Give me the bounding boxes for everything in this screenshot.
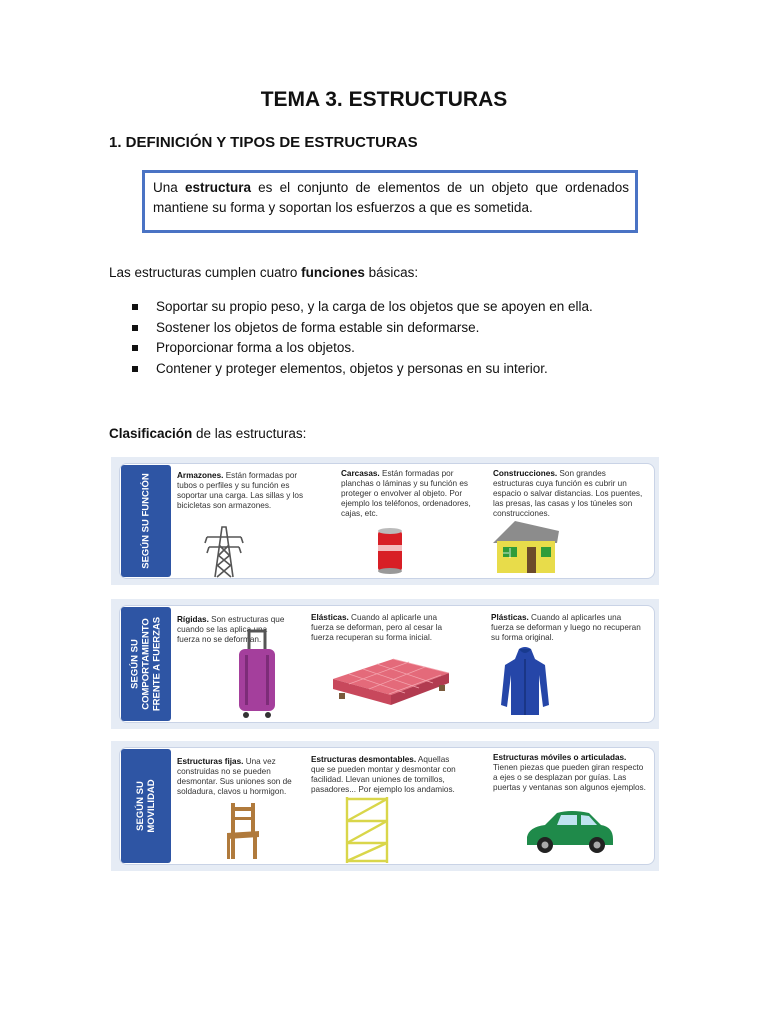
can-icon (375, 525, 405, 575)
list-item: Soportar su propio peso, y la carga de los objetos que se apoyen en ella. (130, 297, 593, 318)
pylon-icon (201, 519, 247, 579)
classification-band-behavior (111, 599, 659, 729)
list-item: Contener y proteger elementos, objetos y personas en su interior. (130, 359, 593, 380)
classification-bold: Clasificación (109, 426, 193, 441)
scaffold-icon (341, 795, 393, 865)
card-fijas: Estructuras fijas. Una vez construidas no se pueden desmontar. Sus uniones son de soldadura, clavos u hormigon. (177, 757, 292, 796)
list-item: Sostener los objetos de forma estable sin deformarse. (130, 318, 593, 339)
band-side-label: SEGÚN SU FUNCIÓN (121, 465, 171, 577)
section-heading: 1. DEFINICIÓN Y TIPOS DE ESTRUCTURAS (109, 134, 418, 151)
car-icon (523, 807, 617, 857)
functions-list (130, 297, 593, 379)
functions-intro (109, 265, 418, 280)
classification-band-mobility (111, 741, 659, 871)
band-side-label: SEGÚN SU COMPORTAMIENTO FRENTE A FUERZAS (121, 607, 171, 721)
band-side-label: SEGÚN SU MOVILIDAD (121, 749, 171, 863)
card-armazones: Armazones. Están formadas por tubos o perfiles y su función es soportar una carga. Las sillas y los bicicletas son armazones. (177, 471, 304, 510)
card-rigidas: Rígidas. Son estructuras que cuando se las aplica una fuerza no se deforman. (177, 615, 285, 644)
jacket-icon (499, 645, 551, 719)
card-elasticas: Elásticas. Cuando al aplicarle una fuerza se deforman, pero al cesar la fuerza recuperan su forma inicial. (311, 613, 443, 642)
mattress-icon (329, 655, 453, 711)
page-title: TEMA 3. ESTRUCTURAS (260, 88, 508, 111)
definition-box (142, 170, 638, 233)
intro-bold: funciones (301, 265, 365, 280)
card-carcasas: Carcasas. Están formadas por planchas o láminas y su función es proteger o envolver al objeto. Por ejemplo los teléfonos, ordenadores, cajas, etc. (341, 469, 471, 518)
card-construcciones: Construcciones. Son grandes estructuras cuya función es cubrir un espacio o salvar distancias. Los puentes, las presas, las casas y los túneles son construcciones. (493, 469, 643, 518)
chair-icon (223, 801, 263, 861)
intro-pre: Las estructuras cumplen cuatro (109, 265, 302, 280)
definition-text: es el conjunto de elementos de un objeto que ordenados mantiene su forma y soportan los esfuerzos a que es sometida. (153, 180, 629, 215)
intro-post: básicas: (364, 265, 419, 280)
definition-pre: Una (153, 180, 185, 195)
card-plasticas: Plásticas. Cuando al aplicarles una fuerza se deforman y luego no recuperan su forma original. (491, 613, 641, 642)
list-item: Proporcionar forma a los objetos. (130, 338, 593, 359)
card-desmontables: Estructuras desmontables. Aquellas que se pueden montar y desmontar con facilidad. Llevan uniones de tornillos, pasadores... Por ejemplo los andamios. (311, 755, 456, 794)
classification-heading (109, 426, 306, 441)
definition-term: estructura (184, 180, 251, 195)
classification-post: de las estructuras: (192, 426, 307, 441)
card-moviles: Estructuras móviles o articuladas. Tienen piezas que pueden giran respecto a ejes o se desplazan por guías. Las puertas y ventanas son algunos ejemplos. (493, 753, 646, 792)
suitcase-icon (235, 627, 279, 719)
house-icon (491, 517, 563, 577)
classification-band-function (111, 457, 659, 585)
